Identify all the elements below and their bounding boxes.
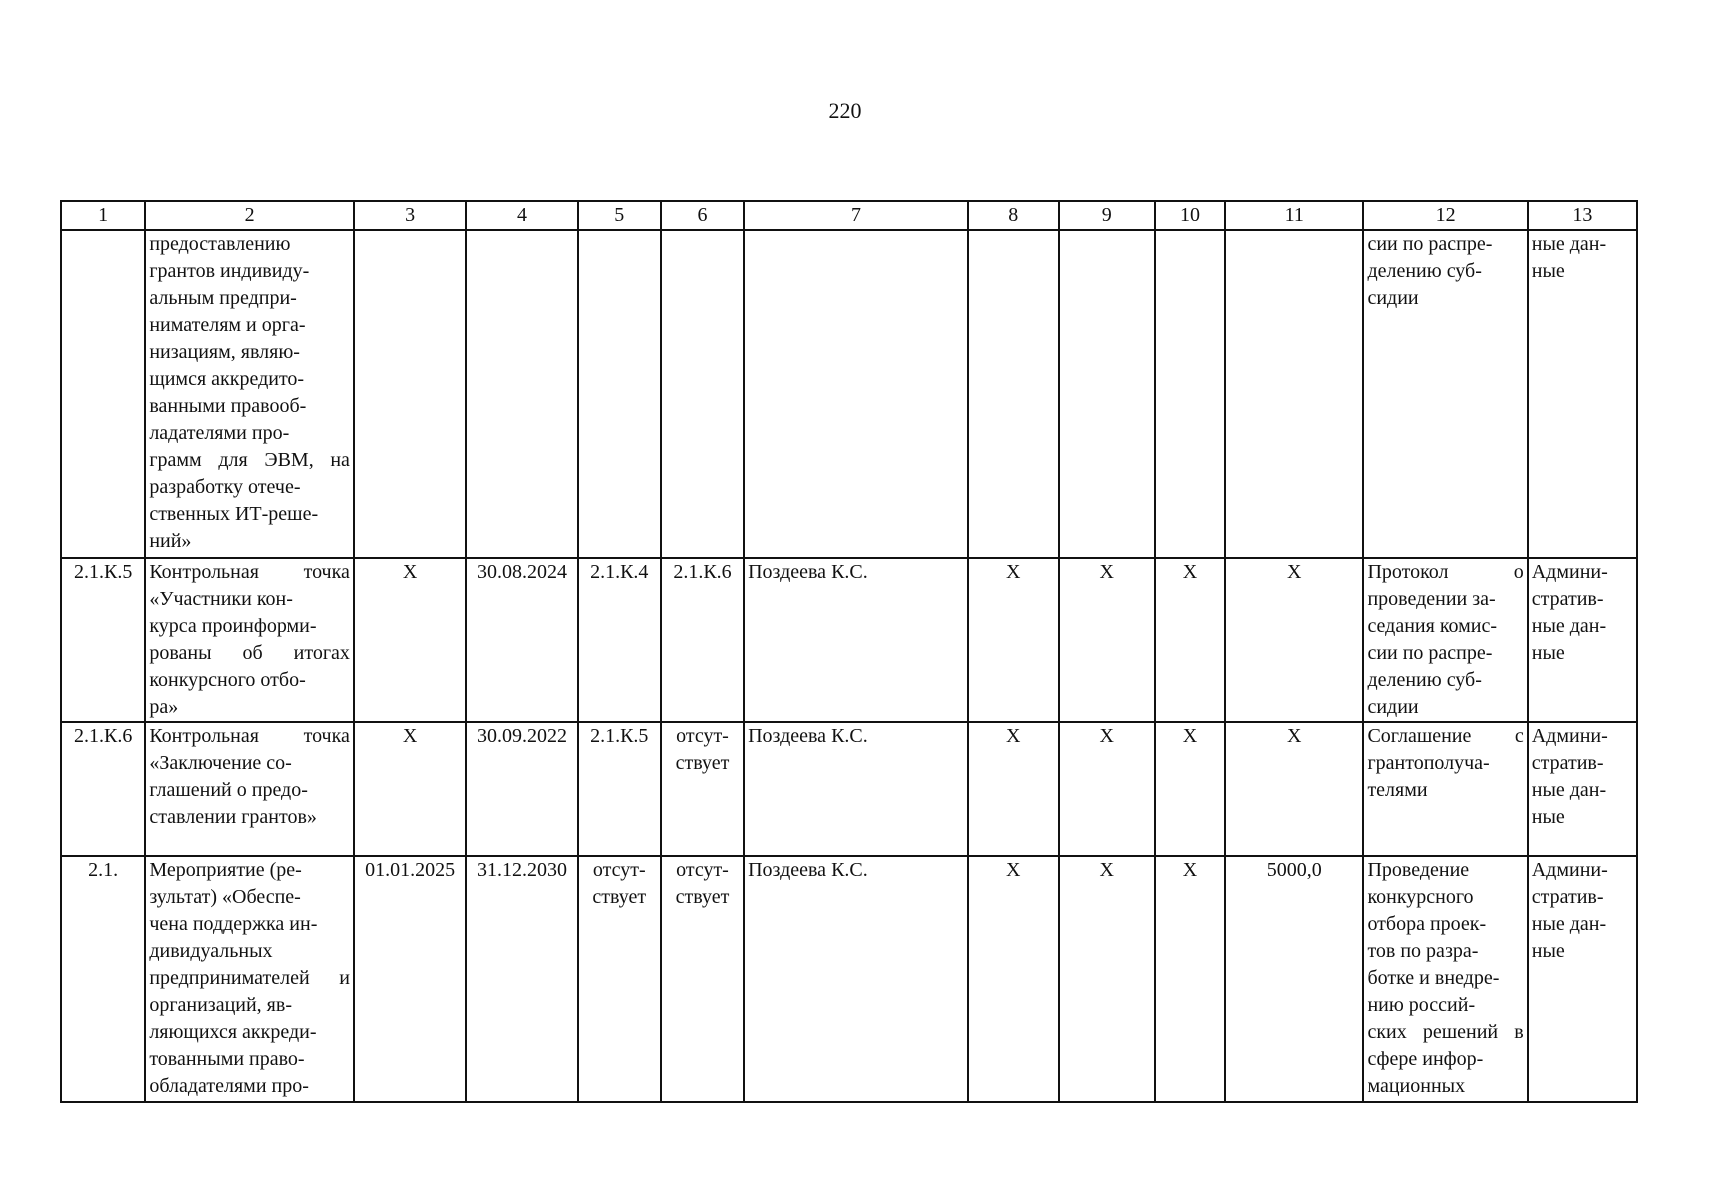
column-header: 11 (1225, 201, 1363, 230)
cell-col9 (1059, 230, 1155, 558)
cell-number (61, 230, 145, 558)
table-row (61, 722, 1637, 856)
cell-successor: 2.1.К.6 (661, 558, 744, 722)
cell-predecessor: отсут- ствует (578, 856, 661, 1102)
cell-col9: X (1059, 558, 1155, 722)
cell-amount: 5000,0 (1225, 856, 1363, 1102)
cell-col10 (1155, 230, 1225, 558)
column-header: 1 (61, 201, 145, 230)
page-number: 220 (828, 98, 862, 123)
cell-responsible: Поздеева К.С. (744, 856, 968, 1102)
cell-name: Мероприятие (ре- зультат) «Обеспе- чена поддержка ин- дивидуальных предпринимателей и организаций, яв- ляющихся аккреди- тованными право- обладателями про- (145, 856, 354, 1102)
cell-document: Соглашение с грантополуча- телями (1363, 722, 1527, 856)
column-header: 9 (1059, 201, 1155, 230)
header-row (61, 201, 1637, 230)
cell-name: предоставлению грантов индивиду- альным предпри- нимателям и орга- низациям, являю- щимся аккредито- ванными правооб- ладателями про- грамм для ЭВМ, на разработку отече- ственных ИТ-реше- ний» (145, 230, 354, 558)
column-header: 6 (661, 201, 744, 230)
column-header: 10 (1155, 201, 1225, 230)
cell-document: Проведение конкурсного отбора проек- тов по разра- ботке и внедре- нию россий- ских решений в сфере инфор- мационных (1363, 856, 1527, 1102)
column-header: 12 (1363, 201, 1527, 230)
cell-end (466, 230, 577, 558)
column-header: 4 (466, 201, 577, 230)
cell-number: 2.1. (61, 856, 145, 1102)
cell-col8: X (968, 558, 1059, 722)
cell-successor: отсут- ствует (661, 722, 744, 856)
cell-start: 01.01.2025 (354, 856, 466, 1102)
cell-amount (1225, 230, 1363, 558)
data-table (60, 200, 1638, 1103)
cell-start: X (354, 558, 466, 722)
cell-source: ные дан- ные (1528, 230, 1637, 558)
cell-amount: X (1225, 722, 1363, 856)
cell-number: 2.1.К.5 (61, 558, 145, 722)
column-header: 5 (578, 201, 661, 230)
cell-document: сии по распре- делению суб- сидии (1363, 230, 1527, 558)
cell-successor (661, 230, 744, 558)
cell-successor: отсут- ствует (661, 856, 744, 1102)
cell-col8 (968, 230, 1059, 558)
cell-name: Контрольная точка «Заключение со- глашений о предо- ставлении грантов» (145, 722, 354, 856)
cell-document: Протокол о проведении за- седания комис- сии по распре- делению суб- сидии (1363, 558, 1527, 722)
cell-col9: X (1059, 722, 1155, 856)
cell-col10: X (1155, 558, 1225, 722)
cell-col10: X (1155, 856, 1225, 1102)
cell-col9: X (1059, 856, 1155, 1102)
table-row (61, 558, 1637, 722)
cell-predecessor (578, 230, 661, 558)
cell-col10: X (1155, 722, 1225, 856)
cell-name: Контрольная точка «Участники кон- курса проинформи- рованы об итогах конкурсного отбо- ра» (145, 558, 354, 722)
cell-predecessor: 2.1.К.4 (578, 558, 661, 722)
column-header: 13 (1528, 201, 1637, 230)
cell-col8: X (968, 856, 1059, 1102)
table-row (61, 230, 1637, 558)
cell-end: 31.12.2030 (466, 856, 577, 1102)
cell-source: Админи- стратив- ные дан- ные (1528, 558, 1637, 722)
cell-source: Админи- стратив- ные дан- ные (1528, 856, 1637, 1102)
cell-number: 2.1.К.6 (61, 722, 145, 856)
cell-predecessor: 2.1.К.5 (578, 722, 661, 856)
cell-amount: X (1225, 558, 1363, 722)
cell-source: Админи- стратив- ные дан- ные (1528, 722, 1637, 856)
column-header: 8 (968, 201, 1059, 230)
cell-col8: X (968, 722, 1059, 856)
cell-start: X (354, 722, 466, 856)
cell-responsible: Поздеева К.С. (744, 558, 968, 722)
cell-end: 30.08.2024 (466, 558, 577, 722)
column-header: 7 (744, 201, 968, 230)
table-row (61, 856, 1637, 1102)
cell-responsible (744, 230, 968, 558)
cell-end: 30.09.2022 (466, 722, 577, 856)
column-header: 2 (145, 201, 354, 230)
column-header: 3 (354, 201, 466, 230)
cell-start (354, 230, 466, 558)
cell-responsible: Поздеева К.С. (744, 722, 968, 856)
